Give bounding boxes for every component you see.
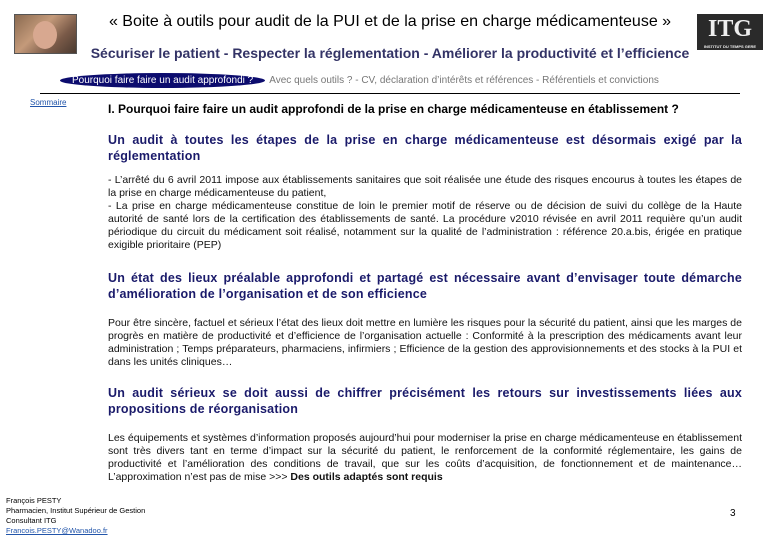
- paragraph: - L’arrêté du 6 avril 2011 impose aux établissements sanitaires que soit réalisée une étude des risques encourus à toutes les étapes de la prise en charge médicamenteuse du patient,: [108, 174, 742, 199]
- author-name: François PESTY: [6, 496, 62, 505]
- section-title: Un audit sérieux se doit aussi de chiffrer précisément les retours sur investissements liées aux propositions de réorganisation: [108, 386, 742, 416]
- page-number: 3: [730, 508, 736, 519]
- page-subtitle: Sécuriser le patient - Respecter la réglementation - Améliorer la productivité et l’efficience: [90, 45, 690, 61]
- itg-logo: ITG INSTITUT DU TEMPS GERE: [697, 14, 763, 50]
- section-body: [108, 174, 742, 252]
- author-role: Consultant ITG: [6, 516, 57, 525]
- nav-bar: [60, 73, 659, 88]
- author-title: Pharmacien, Institut Supérieur de Gestion: [6, 506, 146, 515]
- paragraph: Les équipements et systèmes d’information proposés aujourd’hui pour moderniser la prise en charge médicamenteuse en établissement sont très divers tant en terme d’impact sur la sécurité du patient, le renforcement de la conformité réglementaire, les gains de productivité et l’amélioration des conditions de travail, que sur les coûts d’acquisition, de fonctionnement et de maintenance… L’approximation n’est pas de mise >>>: [108, 432, 742, 483]
- section-heading: I. Pourquoi faire faire un audit approfondi de la prise en charge médicamenteuse en établissement ?: [108, 102, 679, 116]
- paragraph: Pour être sincère, factuel et sérieux l’état des lieux doit mettre en lumière les risques pour la sécurité du patient, ainsi que les marges de progrès en matière de productivité et d’efficience de l’organisation actuelle : Conformité à la prescription des médicaments avant leur administration ; Temps préparateurs, pharmaciens, infirmiers ; Efficience de la gestion des approvisionnements et des stocks à la PUI et dans les unités cliniques…: [108, 317, 742, 368]
- page-title: « Boite à outils pour audit de la PUI et de la prise en charge médicamenteuse »: [108, 13, 672, 30]
- nav-item-active[interactable]: Pourquoi faire faire un audit approfondi ?: [60, 73, 265, 88]
- section-body: [108, 432, 742, 484]
- nav-item-links[interactable]: Avec quels outils ? - CV, déclaration d’intérêts et références - Référentiels et convictions: [269, 75, 659, 86]
- section-title: Un audit à toutes les étapes de la prise en charge médicamenteuse est désormais exigé par la réglementation: [108, 133, 742, 163]
- sommaire-link[interactable]: Sommaire: [30, 98, 67, 107]
- author-photo: [14, 14, 77, 54]
- footer: [6, 496, 145, 536]
- tools-link[interactable]: Des outils adaptés sont requis: [290, 471, 443, 483]
- divider: [40, 93, 740, 94]
- section-title: Un état des lieux préalable approfondi et partagé est nécessaire avant d’envisager toute démarche d’amélioration de l’organisation et de son efficience: [108, 271, 742, 301]
- author-email-link[interactable]: Francois.PESTY@Wanadoo.fr: [6, 526, 108, 535]
- paragraph: - La prise en charge médicamenteuse constitue de loin le premier motif de réserve ou de décision de suivi du collège de la Haute autorité de santé lors de la certification des établissements de santé. La procédure v2010 révisée en avril 2011 requière qu’un audit périodique du circuit du médicament soit réalisé, notamment sur la qualité de l’administration : référence 20.a.bis, érigée en pratique exigible prioritaire (PEP): [108, 200, 742, 251]
- section-body: [108, 317, 742, 369]
